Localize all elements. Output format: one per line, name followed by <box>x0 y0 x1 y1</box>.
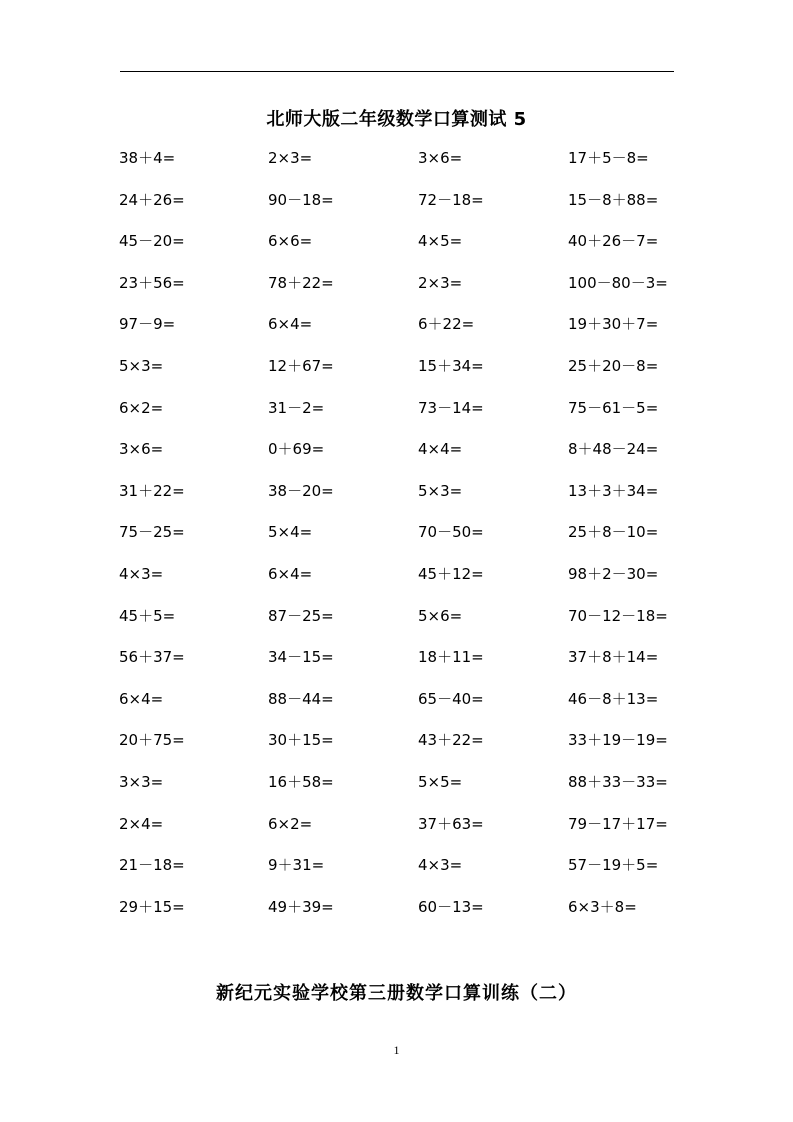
problem-cell: 29＋15= <box>119 897 185 916</box>
problem-row <box>119 563 719 605</box>
problem-cell: 70－12－18= <box>568 606 668 625</box>
problem-cell: 4×5= <box>418 232 463 251</box>
problem-cell: 9＋31= <box>268 856 325 875</box>
problem-cell: 75－61－5= <box>568 398 659 417</box>
problem-row <box>119 355 719 397</box>
problem-cell: 31＋22= <box>119 481 185 500</box>
problem-cell: 88＋33－33= <box>568 772 668 791</box>
problem-cell: 23＋56= <box>119 273 185 292</box>
problem-row <box>119 771 719 813</box>
problem-cell: 65－40= <box>418 689 484 708</box>
problem-cell: 4×3= <box>119 564 164 583</box>
problem-cell: 2×3= <box>268 149 313 167</box>
problem-cell: 40＋26－7= <box>568 232 659 251</box>
problem-cell: 78＋22= <box>268 273 334 292</box>
problem-row <box>119 189 719 231</box>
problem-cell: 87－25= <box>268 606 334 625</box>
problem-row <box>119 480 719 522</box>
header-rule <box>120 71 674 72</box>
problem-cell: 5×3= <box>119 356 164 375</box>
problem-cell: 6×4= <box>268 564 313 583</box>
problem-grid <box>119 147 719 937</box>
problem-cell: 75－25= <box>119 523 185 542</box>
problem-cell: 60－13= <box>418 897 484 916</box>
problem-cell: 49＋39= <box>268 897 334 916</box>
problem-cell: 57－19＋5= <box>568 856 659 875</box>
problem-cell: 3×6= <box>418 149 463 167</box>
problem-cell: 17＋5－8= <box>568 149 649 167</box>
problem-cell: 30＋15= <box>268 731 334 750</box>
problem-cell: 8＋48－24= <box>568 440 659 459</box>
problem-row <box>119 147 719 189</box>
problem-cell: 97－9= <box>119 315 176 334</box>
problem-cell: 0＋69= <box>268 440 325 459</box>
problem-cell: 5×3= <box>418 481 463 500</box>
problem-cell: 6×2= <box>119 398 164 417</box>
problem-cell: 25＋8－10= <box>568 523 659 542</box>
problem-cell: 24＋26= <box>119 190 185 209</box>
problem-cell: 15－8＋88= <box>568 190 659 209</box>
problem-row <box>119 438 719 480</box>
problem-cell: 79－17＋17= <box>568 814 668 833</box>
problem-cell: 38－20= <box>268 481 334 500</box>
problem-row <box>119 313 719 355</box>
problem-cell: 2×3= <box>418 273 463 292</box>
problem-cell: 18＋11= <box>418 648 484 667</box>
problem-cell: 33＋19－19= <box>568 731 668 750</box>
problem-cell: 6×6= <box>268 232 313 251</box>
problem-cell: 25＋20－8= <box>568 356 659 375</box>
problem-row <box>119 230 719 272</box>
problem-row <box>119 272 719 314</box>
problem-cell: 6×3＋8= <box>568 897 637 916</box>
problem-cell: 5×4= <box>268 523 313 542</box>
problem-row <box>119 688 719 730</box>
problem-cell: 70－50= <box>418 523 484 542</box>
problem-cell: 72－18= <box>418 190 484 209</box>
problem-cell: 16＋58= <box>268 772 334 791</box>
problem-row <box>119 813 719 855</box>
problem-cell: 6＋22= <box>418 315 475 334</box>
problem-cell: 5×6= <box>418 606 463 625</box>
problem-cell: 34－15= <box>268 648 334 667</box>
problem-cell: 3×6= <box>119 440 164 459</box>
problem-cell: 73－14= <box>418 398 484 417</box>
problem-cell: 56＋37= <box>119 648 185 667</box>
problem-cell: 6×4= <box>268 315 313 334</box>
problem-cell: 43＋22= <box>418 731 484 750</box>
problem-cell: 100－80－3= <box>568 273 668 292</box>
problem-cell: 4×3= <box>418 856 463 875</box>
problem-cell: 6×2= <box>268 814 313 833</box>
problem-cell: 12＋67= <box>268 356 334 375</box>
page-number: 1 <box>393 1043 400 1057</box>
problem-cell: 31－2= <box>268 398 325 417</box>
problem-cell: 45＋12= <box>418 564 484 583</box>
problem-cell: 46－8＋13= <box>568 689 659 708</box>
problem-cell: 13＋3＋34= <box>568 481 659 500</box>
problem-cell: 88－44= <box>268 689 334 708</box>
problem-row <box>119 854 719 896</box>
problem-cell: 21－18= <box>119 856 185 875</box>
problem-cell: 19＋30＋7= <box>568 315 659 334</box>
problem-row <box>119 605 719 647</box>
problem-cell: 45＋5= <box>119 606 176 625</box>
problem-cell: 4×4= <box>418 440 463 459</box>
page-title: 北师大版二年级数学口算测试 5 <box>266 109 527 130</box>
problem-cell: 90－18= <box>268 190 334 209</box>
problem-row <box>119 521 719 563</box>
problem-cell: 6×4= <box>119 689 164 708</box>
problem-row <box>119 646 719 688</box>
problem-cell: 98＋2－30= <box>568 564 659 583</box>
problem-cell: 37＋8＋14= <box>568 648 659 667</box>
problem-row <box>119 729 719 771</box>
problem-row <box>119 896 719 938</box>
problem-cell: 3×3= <box>119 772 164 791</box>
problem-cell: 2×4= <box>119 814 164 833</box>
problem-cell: 20＋75= <box>119 731 185 750</box>
problem-cell: 15＋34= <box>418 356 484 375</box>
problem-cell: 5×5= <box>418 772 463 791</box>
problem-cell: 38＋4= <box>119 149 176 167</box>
problem-cell: 37＋63= <box>418 814 484 833</box>
section-subtitle: 新纪元实验学校第三册数学口算训练（二） <box>216 983 577 1004</box>
problem-row <box>119 397 719 439</box>
problem-cell: 45－20= <box>119 232 185 251</box>
